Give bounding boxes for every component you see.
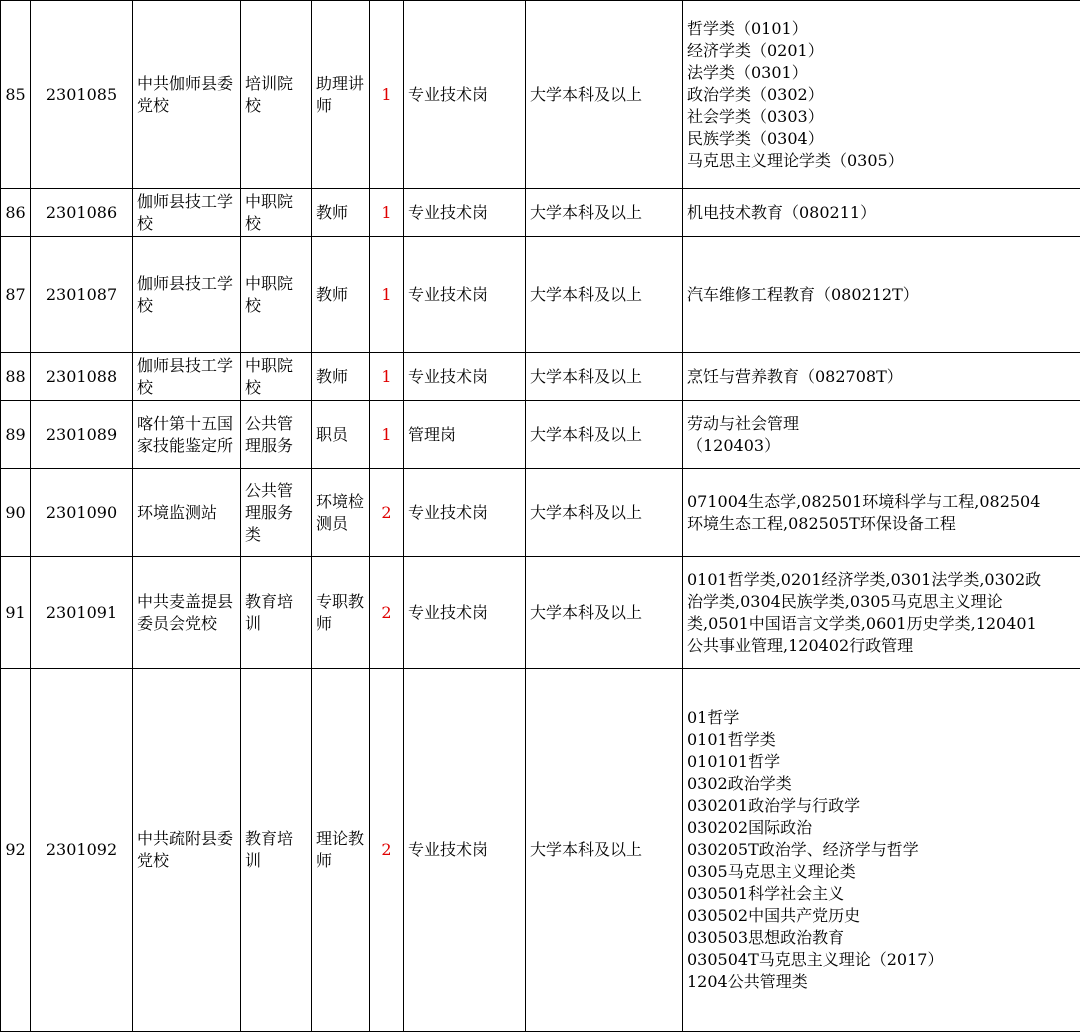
education-requirement: 大学本科及以上 [526,669,683,1032]
hire-count: 2 [370,669,404,1032]
major-requirement [683,1,1080,189]
row-number: 91 [1,557,31,669]
major-line: （120403） [687,435,1076,457]
employer-unit: 中共伽师县委党校 [133,1,241,189]
major-line: 烹饪与营养教育（082708T） [687,366,1076,388]
position-code: 2301087 [31,237,133,353]
position-code: 2301089 [31,401,133,469]
position-name: 教师 [312,353,370,401]
major-line: 01哲学 [687,707,1076,729]
major-line: 030502中国共产党历史 [687,905,1076,927]
position-name: 环境检测员 [312,469,370,557]
table-row [1,1,1080,189]
unit-category: 培训院校 [241,1,312,189]
table-row [1,189,1080,237]
row-number: 90 [1,469,31,557]
hire-count: 1 [370,401,404,469]
position-name: 理论教师 [312,669,370,1032]
major-line: 汽车维修工程教育（080212T） [687,284,1076,306]
major-line: 机电技术教育（080211） [687,202,1076,224]
employer-unit: 伽师县技工学校 [133,237,241,353]
table-row [1,353,1080,401]
employer-unit: 中共麦盖提县委员会党校 [133,557,241,669]
major-line: 010101哲学 [687,751,1076,773]
row-number: 89 [1,401,31,469]
major-line: 030201政治学与行政学 [687,795,1076,817]
major-line: 0305马克思主义理论类 [687,861,1076,883]
row-number: 87 [1,237,31,353]
major-line: 类,0501中国语言文学类,0601历史学类,120401 [687,613,1076,635]
position-code: 2301092 [31,669,133,1032]
position-name: 教师 [312,189,370,237]
post-type: 专业技术岗 [404,353,526,401]
post-type: 管理岗 [404,401,526,469]
major-line: 治学类,0304民族学类,0305马克思主义理论 [687,591,1076,613]
major-requirement [683,469,1080,557]
major-line: 0302政治学类 [687,773,1076,795]
education-requirement: 大学本科及以上 [526,469,683,557]
position-code: 2301086 [31,189,133,237]
position-code: 2301090 [31,469,133,557]
hire-count: 1 [370,1,404,189]
post-type: 专业技术岗 [404,189,526,237]
major-line: 030504T马克思主义理论（2017） [687,949,1076,971]
position-code: 2301085 [31,1,133,189]
major-line: 法学类（0301） [687,62,1076,84]
hire-count: 2 [370,469,404,557]
row-number: 85 [1,1,31,189]
table-row [1,557,1080,669]
major-line: 0101哲学类 [687,729,1076,751]
major-requirement [683,669,1080,1032]
education-requirement: 大学本科及以上 [526,1,683,189]
education-requirement: 大学本科及以上 [526,401,683,469]
table-row [1,469,1080,557]
major-line: 030202国际政治 [687,817,1076,839]
unit-category: 公共管理服务类 [241,469,312,557]
major-line: 哲学类（0101） [687,18,1076,40]
post-type: 专业技术岗 [404,557,526,669]
major-line: 071004生态学,082501环境科学与工程,082504 [687,491,1076,513]
major-line: 民族学类（0304） [687,128,1076,150]
unit-category: 中职院校 [241,237,312,353]
post-type: 专业技术岗 [404,237,526,353]
major-requirement [683,189,1080,237]
major-line: 030503思想政治教育 [687,927,1076,949]
major-line: 劳动与社会管理 [687,413,1076,435]
education-requirement: 大学本科及以上 [526,189,683,237]
row-number: 86 [1,189,31,237]
position-name: 职员 [312,401,370,469]
position-name: 教师 [312,237,370,353]
major-line: 公共事业管理,120402行政管理 [687,635,1076,657]
unit-category: 教育培训 [241,557,312,669]
row-number: 92 [1,669,31,1032]
employer-unit: 喀什第十五国家技能鉴定所 [133,401,241,469]
major-line: 030501科学社会主义 [687,883,1076,905]
education-requirement: 大学本科及以上 [526,557,683,669]
education-requirement: 大学本科及以上 [526,353,683,401]
major-requirement [683,353,1080,401]
major-line: 1204公共管理类 [687,971,1076,993]
unit-category: 公共管理服务 [241,401,312,469]
hire-count: 1 [370,189,404,237]
hire-count: 1 [370,353,404,401]
post-type: 专业技术岗 [404,469,526,557]
major-line: 030205T政治学、经济学与哲学 [687,839,1076,861]
unit-category: 中职院校 [241,353,312,401]
unit-category: 教育培训 [241,669,312,1032]
major-line: 政治学类（0302） [687,84,1076,106]
major-line: 社会学类（0303） [687,106,1076,128]
education-requirement: 大学本科及以上 [526,237,683,353]
major-line: 0101哲学类,0201经济学类,0301法学类,0302政 [687,569,1076,591]
major-requirement [683,401,1080,469]
major-requirement [683,237,1080,353]
hire-count: 1 [370,237,404,353]
post-type: 专业技术岗 [404,1,526,189]
major-line: 经济学类（0201） [687,40,1076,62]
position-code: 2301091 [31,557,133,669]
table-row [1,401,1080,469]
position-name: 专职教师 [312,557,370,669]
major-line: 环境生态工程,082505T环保设备工程 [687,513,1076,535]
row-number: 88 [1,353,31,401]
hire-count: 2 [370,557,404,669]
post-type: 专业技术岗 [404,669,526,1032]
position-code: 2301088 [31,353,133,401]
employer-unit: 环境监测站 [133,469,241,557]
major-requirement [683,557,1080,669]
position-name: 助理讲师 [312,1,370,189]
employer-unit: 伽师县技工学校 [133,189,241,237]
employer-unit: 中共疏附县委党校 [133,669,241,1032]
table-body [1,1,1080,1032]
table-row [1,237,1080,353]
employer-unit: 伽师县技工学校 [133,353,241,401]
major-line: 马克思主义理论学类（0305） [687,150,1076,172]
table-row [1,669,1080,1032]
unit-category: 中职院校 [241,189,312,237]
